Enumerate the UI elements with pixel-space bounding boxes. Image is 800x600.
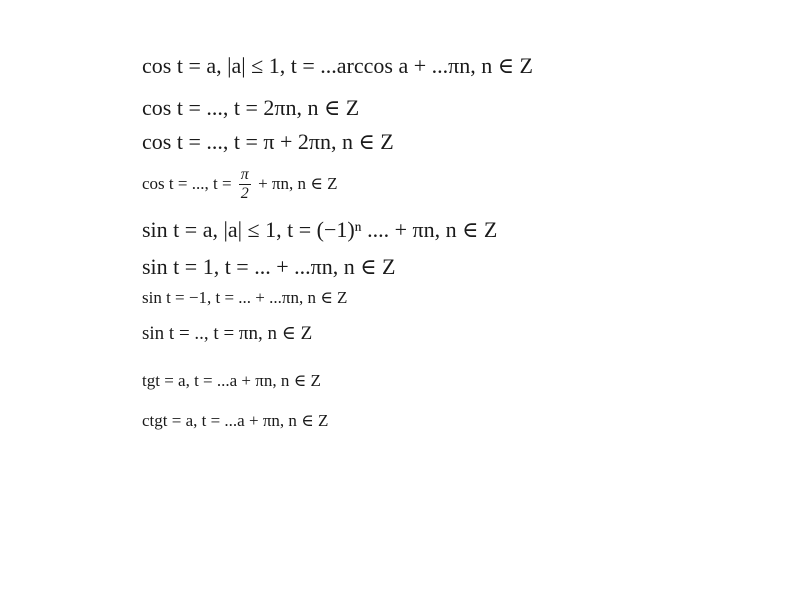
fraction-numerator: π — [239, 166, 251, 185]
formula-cos-one: cos t = ..., t = 2πn, n ∈ Z — [142, 95, 360, 120]
fraction-denominator: 2 — [240, 185, 249, 203]
formula-sin-one: sin t = 1, t = ... + ...πn, n ∈ Z — [142, 254, 396, 279]
formula-ctg-general: ctgt = a, t = ...a + πn, n ∈ Z — [142, 411, 329, 430]
formula-sin-general: sin t = a, |a| ≤ 1, t = (−1)ⁿ .... + πn, n ∈ Z — [142, 217, 498, 242]
formula-cos-zero-prefix: cos t = ..., t = — [142, 173, 232, 193]
formula-cos-zero — [142, 166, 337, 204]
formula-tg-general: tgt = a, t = ...a + πn, n ∈ Z — [142, 371, 321, 390]
formula-cos-general: cos t = a, |a| ≤ 1, t = ...arccos a + ...πn, n ∈ Z — [142, 53, 533, 78]
fraction-pi-over-two — [239, 166, 251, 204]
formula-sin-zero: sin t = .., t = πn, n ∈ Z — [142, 323, 313, 344]
formula-sin-minus-one: sin t = −1, t = ... + ...πn, n ∈ Z — [142, 288, 348, 307]
formula-cos-minus-one: cos t = ..., t = π + 2πn, n ∈ Z — [142, 129, 394, 154]
formula-cos-zero-suffix: + πn, n ∈ Z — [258, 173, 338, 193]
